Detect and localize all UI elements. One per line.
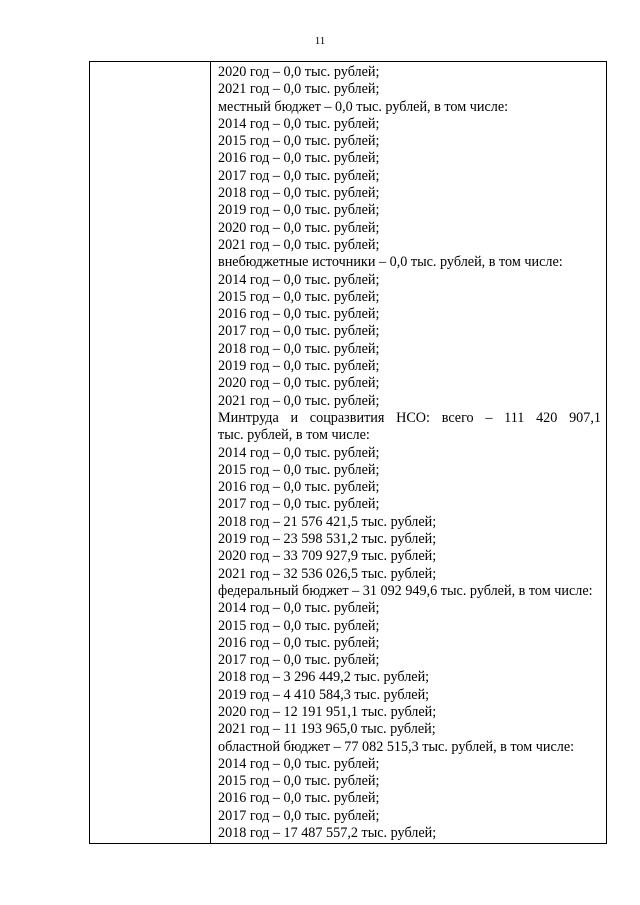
text-line: 2021 год – 11 193 965,0 тыс. рублей; xyxy=(218,721,436,738)
page-number: 11 xyxy=(314,35,326,47)
text-line: 2019 год – 23 598 531,2 тыс. рублей; xyxy=(218,531,437,548)
text-line: 2014 год – 0,0 тыс. рублей; xyxy=(218,600,380,617)
text-line: 2015 год – 0,0 тыс. рублей; xyxy=(218,773,380,790)
text-line: 2020 год – 0,0 тыс. рублей; xyxy=(218,375,380,392)
text-line: 2015 год – 0,0 тыс. рублей; xyxy=(218,288,380,305)
table-right-cell xyxy=(218,64,601,842)
text-line: 2019 год – 0,0 тыс. рублей; xyxy=(218,202,380,219)
text-line: 2021 год – 0,0 тыс. рублей; xyxy=(218,81,380,98)
text-line: 2017 год – 0,0 тыс. рублей; xyxy=(218,652,380,669)
text-line: 2019 год – 4 410 584,3 тыс. рублей; xyxy=(218,686,430,703)
financing-table xyxy=(89,61,607,844)
text-line: 2021 год – 0,0 тыс. рублей; xyxy=(218,392,380,409)
text-line: 2021 год – 0,0 тыс. рублей; xyxy=(218,236,380,253)
text-line: 2014 год – 0,0 тыс. рублей; xyxy=(218,271,380,288)
text-line: 2018 год – 0,0 тыс. рублей; xyxy=(218,185,380,202)
text-line: внебюджетные источники – 0,0 тыс. рублей, в том числе: xyxy=(218,254,563,271)
text-line: 2018 год – 3 296 449,2 тыс. рублей; xyxy=(218,669,430,686)
text-line: 2020 год – 33 709 927,9 тыс. рублей; xyxy=(218,548,437,565)
text-line: 2019 год – 0,0 тыс. рублей; xyxy=(218,358,380,375)
text-line: 2017 год – 0,0 тыс. рублей; xyxy=(218,807,380,824)
text-line: 2015 год – 0,0 тыс. рублей; xyxy=(218,617,380,634)
text-line: 2016 год – 0,0 тыс. рублей; xyxy=(218,479,380,496)
text-line: Минтруда и соцразвития НСО: всего – 111 420 907,1 xyxy=(218,409,601,426)
text-line: 2020 год – 12 191 951,1 тыс. рублей; xyxy=(218,703,437,720)
text-line: 2015 год – 0,0 тыс. рублей; xyxy=(218,461,380,478)
text-line: 2018 год – 0,0 тыс. рублей; xyxy=(218,340,380,357)
text-line: федеральный бюджет – 31 092 949,6 тыс. рублей, в том числе: xyxy=(218,582,593,599)
text-line: 2018 год – 17 487 557,2 тыс. рублей; xyxy=(218,825,437,842)
text-line: 2017 год – 0,0 тыс. рублей; xyxy=(218,323,380,340)
text-line: областной бюджет – 77 082 515,3 тыс. рублей, в том числе: xyxy=(218,738,575,755)
text-line: 2014 год – 0,0 тыс. рублей; xyxy=(218,444,380,461)
text-line: 2014 год – 0,0 тыс. рублей; xyxy=(218,115,380,132)
table-left-cell xyxy=(90,62,211,843)
text-line: 2017 год – 0,0 тыс. рублей; xyxy=(218,496,380,513)
text-line: 2017 год – 0,0 тыс. рублей; xyxy=(218,167,380,184)
text-line: 2016 год – 0,0 тыс. рублей; xyxy=(218,306,380,323)
text-line: 2020 год – 0,0 тыс. рублей; xyxy=(218,64,380,80)
text-line: 2014 год – 0,0 тыс. рублей; xyxy=(218,755,380,772)
text-line: местный бюджет – 0,0 тыс. рублей, в том числе: xyxy=(218,98,509,115)
text-line: 2021 год – 32 536 026,5 тыс. рублей; xyxy=(218,565,437,582)
text-line: 2016 год – 0,0 тыс. рублей; xyxy=(218,634,380,651)
text-line: тыс. рублей, в том числе: xyxy=(218,427,370,444)
text-line: 2016 год – 0,0 тыс. рублей; xyxy=(218,790,380,807)
text-line: 2020 год – 0,0 тыс. рублей; xyxy=(218,219,380,236)
text-line: 2016 год – 0,0 тыс. рублей; xyxy=(218,150,380,167)
text-line: 2018 год – 21 576 421,5 тыс. рублей; xyxy=(218,513,437,530)
text-line: 2015 год – 0,0 тыс. рублей; xyxy=(218,133,380,150)
